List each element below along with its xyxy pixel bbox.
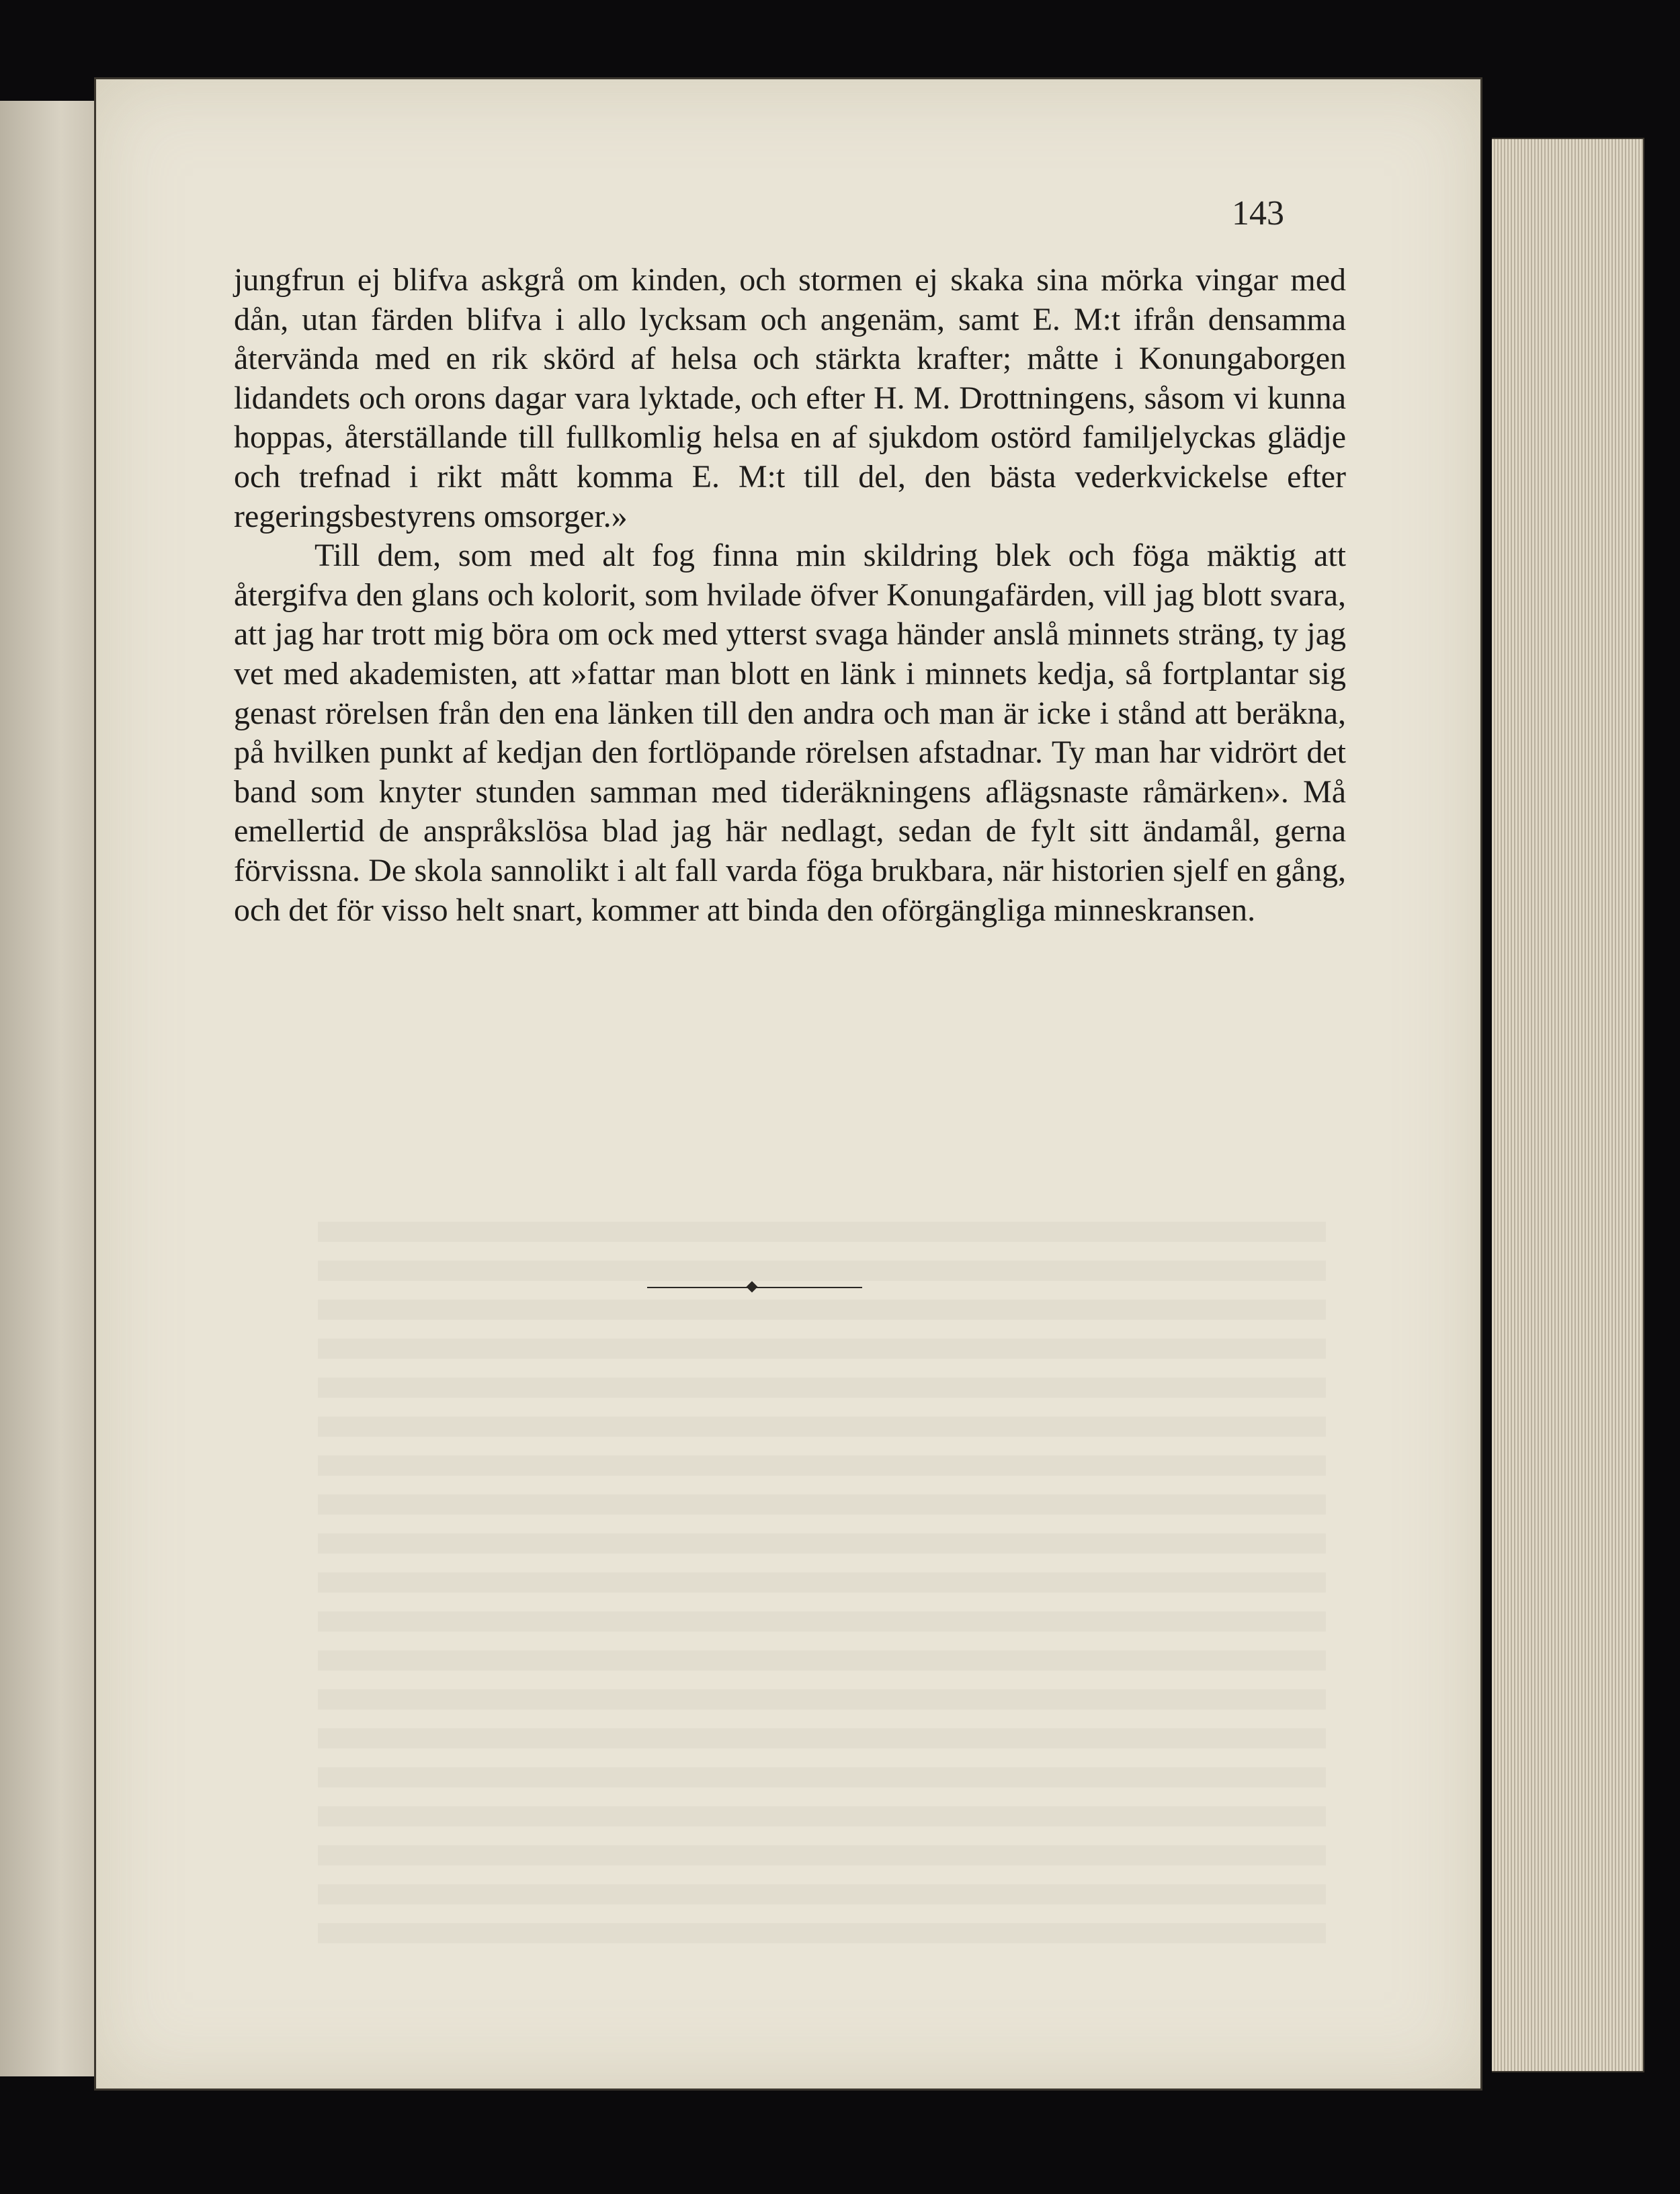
page-number: 143 bbox=[1232, 194, 1284, 233]
book-page bbox=[94, 77, 1482, 2091]
section-divider bbox=[647, 1281, 862, 1294]
body-text bbox=[234, 261, 1346, 930]
left-page-edge bbox=[0, 101, 103, 2076]
paragraph-1: jungfrun ej blifva askgrå om kinden, och stormen ej skaka sina mörka vingar med dån, utan färden blifva i allo lycksam och angenäm, samt E. M:t ifrån densamma återvända med en rik skörd af helsa och stärkta krafter; måtte i Konungaborgen lidandets och orons dagar vara lyktade, och efter H. M. Drottningens, såsom vi kunna hoppas, återställande till fullkomlig helsa en af sjukdom ostörd familjelyckas glädje och trefnad i rikt mått komma E. M:t till del, den bästa vederkvickelse efter regeringsbestyrens omsorger.» bbox=[234, 262, 1346, 534]
divider-ornament bbox=[747, 1281, 758, 1293]
paragraph-2: Till dem, som med alt fog finna min skildring blek och föga mäktig att återgifva den glans och kolorit, som hvilade öfver Konungafärden, vill jag blott svara, att jag har trott mig böra om ock med ytterst svaga händer anslå minnets sträng, ty jag vet med akademisten, att »fattar man blott en länk i minnets kedja, så fortplantar sig genast rörelsen från den ena länken till den andra och man är icke i stånd att beräkna, på hvilken punkt af kedjan den fortlöpande rörelsen afstadnar. Ty man har vidrört det band som knyter stunden samman med tideräkningens aflägsnaste råmärken». Må emellertid de anspråkslösa blad jag här nedlagt, sedan de fylt sitt ändamål, gerna förvissna. De skola sannolikt i alt fall varda föga brukbara, när historien sjelf en gång, och det för visso helt snart, kommer att binda den oförgängliga minneskransen. bbox=[234, 538, 1346, 928]
page-stack-edge bbox=[1492, 138, 1644, 2072]
bleed-through-texture bbox=[318, 1222, 1326, 1961]
